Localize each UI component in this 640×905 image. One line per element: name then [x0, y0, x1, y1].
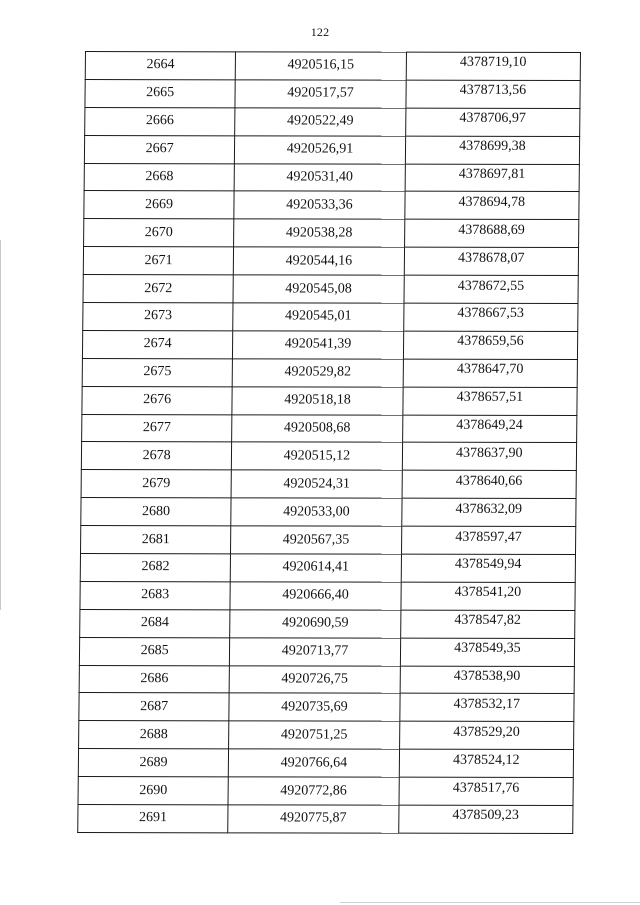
point-number-cell [81, 526, 232, 554]
y-coordinate-text: 4378647,70 [456, 362, 524, 378]
x-coordinate-text: 4920538,28 [285, 225, 353, 241]
y-coordinate-cell [400, 638, 575, 666]
x-coordinate-cell [235, 135, 406, 163]
point-number-text: 2679 [142, 475, 171, 491]
point-number-text: 2689 [139, 754, 168, 770]
y-coordinate-text: 4378672,55 [457, 278, 525, 294]
y-coordinate-text: 4378694,78 [458, 194, 526, 210]
point-number-text: 2691 [138, 810, 168, 826]
point-number-text: 2680 [141, 503, 171, 519]
point-number-cell [83, 275, 234, 303]
x-coordinate-cell [232, 442, 403, 470]
y-coordinate-text: 4378657,51 [456, 389, 524, 406]
point-number-text: 2668 [145, 169, 174, 185]
y-coordinate-text: 4378524,12 [452, 752, 520, 768]
y-coordinate-cell [398, 805, 573, 833]
point-number-text: 2682 [141, 559, 170, 575]
point-number-cell [80, 609, 231, 637]
x-coordinate-text: 4920518,18 [284, 392, 351, 408]
x-coordinate-text: 4920713,77 [281, 643, 349, 659]
point-number-cell [81, 498, 232, 526]
table-row [85, 79, 580, 108]
x-coordinate-cell [234, 219, 405, 247]
x-coordinate-text: 4920772,86 [280, 783, 347, 799]
y-coordinate-cell [402, 471, 577, 499]
table-row [81, 470, 576, 499]
point-number-text: 2671 [144, 252, 173, 268]
point-number-text: 2665 [146, 85, 175, 101]
y-coordinate-cell [403, 303, 578, 331]
point-number-text: 2688 [139, 726, 168, 742]
y-coordinate-cell [403, 331, 578, 359]
y-coordinate-text: 4378667,53 [457, 306, 525, 322]
y-coordinate-text: 4378640,66 [455, 473, 523, 489]
y-coordinate-cell [401, 582, 576, 610]
point-number-cell [82, 414, 233, 442]
x-coordinate-text: 4920516,15 [287, 57, 355, 74]
table-row [79, 665, 574, 694]
table-row [84, 163, 579, 192]
table-row [78, 805, 573, 834]
x-coordinate-text: 4920522,49 [286, 113, 354, 129]
point-number-text: 2686 [140, 671, 169, 687]
y-coordinate-cell [403, 359, 578, 387]
y-coordinate-text: 4378699,38 [459, 138, 526, 155]
point-number-cell [78, 805, 229, 833]
x-coordinate-text: 4920666,40 [282, 587, 349, 603]
x-coordinate-cell [235, 80, 406, 108]
x-coordinate-text: 4920544,16 [285, 253, 353, 269]
point-number-text: 2687 [140, 699, 169, 715]
table-row [84, 191, 579, 220]
point-number-text: 2685 [140, 643, 169, 659]
point-number-text: 2675 [143, 364, 172, 380]
x-coordinate-cell [235, 108, 406, 136]
x-coordinate-cell [234, 163, 405, 191]
x-coordinate-cell [229, 749, 400, 777]
x-coordinate-cell [232, 414, 403, 442]
table-row [85, 52, 580, 81]
y-coordinate-cell [401, 498, 576, 526]
scan-edge-line [340, 902, 640, 903]
y-coordinate-cell [402, 443, 577, 471]
y-coordinate-text: 4378547,82 [454, 613, 521, 629]
x-coordinate-text: 4920508,68 [283, 420, 351, 436]
point-number-cell [81, 470, 232, 498]
y-coordinate-cell [406, 80, 581, 108]
y-coordinate-text: 4378541,20 [454, 585, 522, 601]
x-coordinate-text: 4920533,00 [283, 504, 350, 520]
point-number-cell [78, 777, 229, 805]
x-coordinate-cell [230, 554, 401, 582]
x-coordinate-text: 4920533,36 [286, 197, 353, 213]
y-coordinate-cell [400, 666, 575, 694]
point-number-text: 2683 [141, 587, 170, 603]
point-number-text: 2674 [143, 336, 172, 352]
x-coordinate-cell [232, 387, 403, 415]
table-row [83, 247, 578, 276]
x-coordinate-cell [233, 303, 404, 331]
y-coordinate-cell [404, 220, 579, 248]
point-number-cell [79, 665, 230, 693]
page-number: 122 [310, 25, 330, 39]
x-coordinate-text: 4920567,35 [282, 532, 350, 548]
point-number-text: 2678 [142, 448, 171, 464]
x-coordinate-cell [233, 331, 404, 359]
y-coordinate-text: 4378649,24 [456, 417, 523, 433]
point-number-text: 2667 [145, 141, 174, 157]
x-coordinate-text: 4920614,41 [282, 559, 350, 576]
y-coordinate-text: 4378637,90 [455, 445, 523, 461]
table-row [81, 442, 576, 471]
table-row [79, 637, 574, 666]
y-coordinate-cell [405, 136, 580, 164]
point-number-text: 2673 [143, 308, 173, 324]
y-coordinate-cell [401, 554, 576, 582]
x-coordinate-text: 4920775,87 [279, 810, 347, 827]
x-coordinate-cell [232, 359, 403, 387]
y-coordinate-text: 4378706,97 [459, 111, 526, 127]
point-number-cell [83, 247, 234, 275]
point-number-cell [84, 191, 235, 219]
point-number-text: 2669 [145, 197, 174, 213]
scan-edge-line [0, 240, 1, 610]
y-coordinate-cell [401, 526, 576, 554]
x-coordinate-text: 4920545,01 [284, 308, 352, 325]
x-coordinate-text: 4920524,31 [283, 476, 350, 492]
x-coordinate-text: 4920751,25 [280, 727, 348, 743]
y-coordinate-cell [403, 387, 578, 415]
table-row [82, 386, 577, 415]
x-coordinate-text: 4920526,91 [286, 141, 354, 157]
point-number-cell [80, 554, 231, 582]
y-coordinate-cell [405, 164, 580, 192]
table-row [82, 414, 577, 443]
y-coordinate-cell [402, 415, 577, 443]
x-coordinate-cell [234, 191, 405, 219]
point-number-text: 2681 [141, 531, 170, 547]
x-coordinate-text: 4920690,59 [281, 615, 349, 631]
point-number-text: 2677 [142, 420, 171, 436]
x-coordinate-cell [233, 275, 404, 303]
x-coordinate-cell [229, 665, 400, 693]
point-number-cell [81, 442, 232, 470]
y-coordinate-text: 4378549,94 [454, 557, 522, 573]
point-number-cell [85, 107, 236, 135]
point-number-cell [84, 219, 235, 247]
point-number-cell [85, 52, 236, 80]
table-row [84, 135, 579, 164]
x-coordinate-text: 4920515,12 [283, 448, 351, 464]
x-coordinate-text: 4920517,57 [287, 85, 354, 101]
table-row [85, 107, 580, 136]
y-coordinate-text: 4378509,23 [452, 808, 520, 824]
x-coordinate-cell [231, 498, 402, 526]
y-coordinate-cell [404, 192, 579, 220]
table-row [80, 609, 575, 638]
y-coordinate-cell [399, 777, 574, 805]
y-coordinate-cell [406, 52, 581, 80]
point-number-cell [79, 721, 230, 749]
point-number-text: 2684 [140, 615, 170, 631]
table-row [84, 219, 579, 248]
point-number-text: 2690 [139, 782, 168, 798]
y-coordinate-text: 4378597,47 [455, 529, 522, 545]
x-coordinate-text: 4920545,08 [285, 280, 352, 297]
y-coordinate-cell [399, 749, 574, 777]
table-row [82, 330, 577, 359]
table-row [83, 303, 578, 332]
y-coordinate-text: 4378632,09 [455, 501, 523, 517]
table-row [80, 554, 575, 583]
table-row [78, 749, 573, 778]
point-number-cell [80, 581, 231, 609]
y-coordinate-cell [405, 108, 580, 136]
point-number-cell [82, 330, 233, 358]
x-coordinate-cell [230, 582, 401, 610]
table-row [79, 721, 574, 750]
x-coordinate-cell [229, 721, 400, 749]
point-number-text: 2666 [145, 113, 175, 129]
y-coordinate-text: 4378678,07 [457, 250, 525, 266]
table-row [80, 581, 575, 610]
point-number-text: 2664 [146, 57, 175, 73]
y-coordinate-text: 4378659,56 [457, 334, 524, 350]
y-coordinate-cell [399, 722, 574, 750]
coordinates-table [77, 51, 581, 834]
table-row [81, 498, 576, 527]
x-coordinate-text: 4920766,64 [280, 755, 348, 771]
x-coordinate-cell [230, 610, 401, 638]
x-coordinate-text: 4920541,39 [284, 336, 352, 352]
point-number-text: 2672 [144, 280, 173, 296]
point-number-cell [78, 749, 229, 777]
table-row [83, 275, 578, 304]
y-coordinate-text: 4378719,10 [459, 55, 527, 71]
x-coordinate-text: 4920735,69 [281, 699, 348, 715]
point-number-cell [83, 303, 234, 331]
y-coordinate-cell [404, 247, 579, 275]
y-coordinate-cell [404, 275, 579, 303]
x-coordinate-cell [228, 777, 399, 805]
point-number-cell [82, 386, 233, 414]
x-coordinate-cell [230, 638, 401, 666]
point-number-cell [85, 79, 236, 107]
table-row [79, 693, 574, 722]
y-coordinate-text: 4378532,17 [453, 696, 521, 712]
y-coordinate-text: 4378529,20 [453, 724, 520, 740]
point-number-cell [79, 637, 230, 665]
table-row [78, 777, 573, 806]
x-coordinate-text: 4920726,75 [281, 671, 349, 687]
y-coordinate-cell [399, 694, 574, 722]
coordinates-table-body [78, 52, 581, 834]
y-coordinate-text: 4378688,69 [458, 222, 525, 238]
point-number-cell [84, 163, 235, 191]
y-coordinate-text: 4378713,56 [459, 83, 527, 99]
y-coordinate-text: 4378549,35 [454, 640, 521, 657]
point-number-cell [84, 135, 235, 163]
x-coordinate-cell [231, 526, 402, 554]
x-coordinate-cell [228, 805, 399, 833]
table-row [82, 358, 577, 387]
x-coordinate-text: 4920529,82 [284, 364, 352, 380]
x-coordinate-text: 4920531,40 [286, 169, 354, 185]
point-number-cell [79, 693, 230, 721]
x-coordinate-cell [229, 693, 400, 721]
y-coordinate-text: 4378517,76 [452, 780, 520, 796]
table-row [81, 526, 576, 555]
point-number-cell [82, 358, 233, 386]
y-coordinate-cell [400, 610, 575, 638]
point-number-text: 2670 [144, 224, 173, 240]
x-coordinate-cell [231, 470, 402, 498]
point-number-text: 2676 [143, 392, 172, 408]
y-coordinate-text: 4378538,90 [453, 668, 521, 684]
x-coordinate-cell [234, 247, 405, 275]
y-coordinate-text: 4378697,81 [458, 166, 526, 182]
x-coordinate-cell [235, 52, 406, 80]
